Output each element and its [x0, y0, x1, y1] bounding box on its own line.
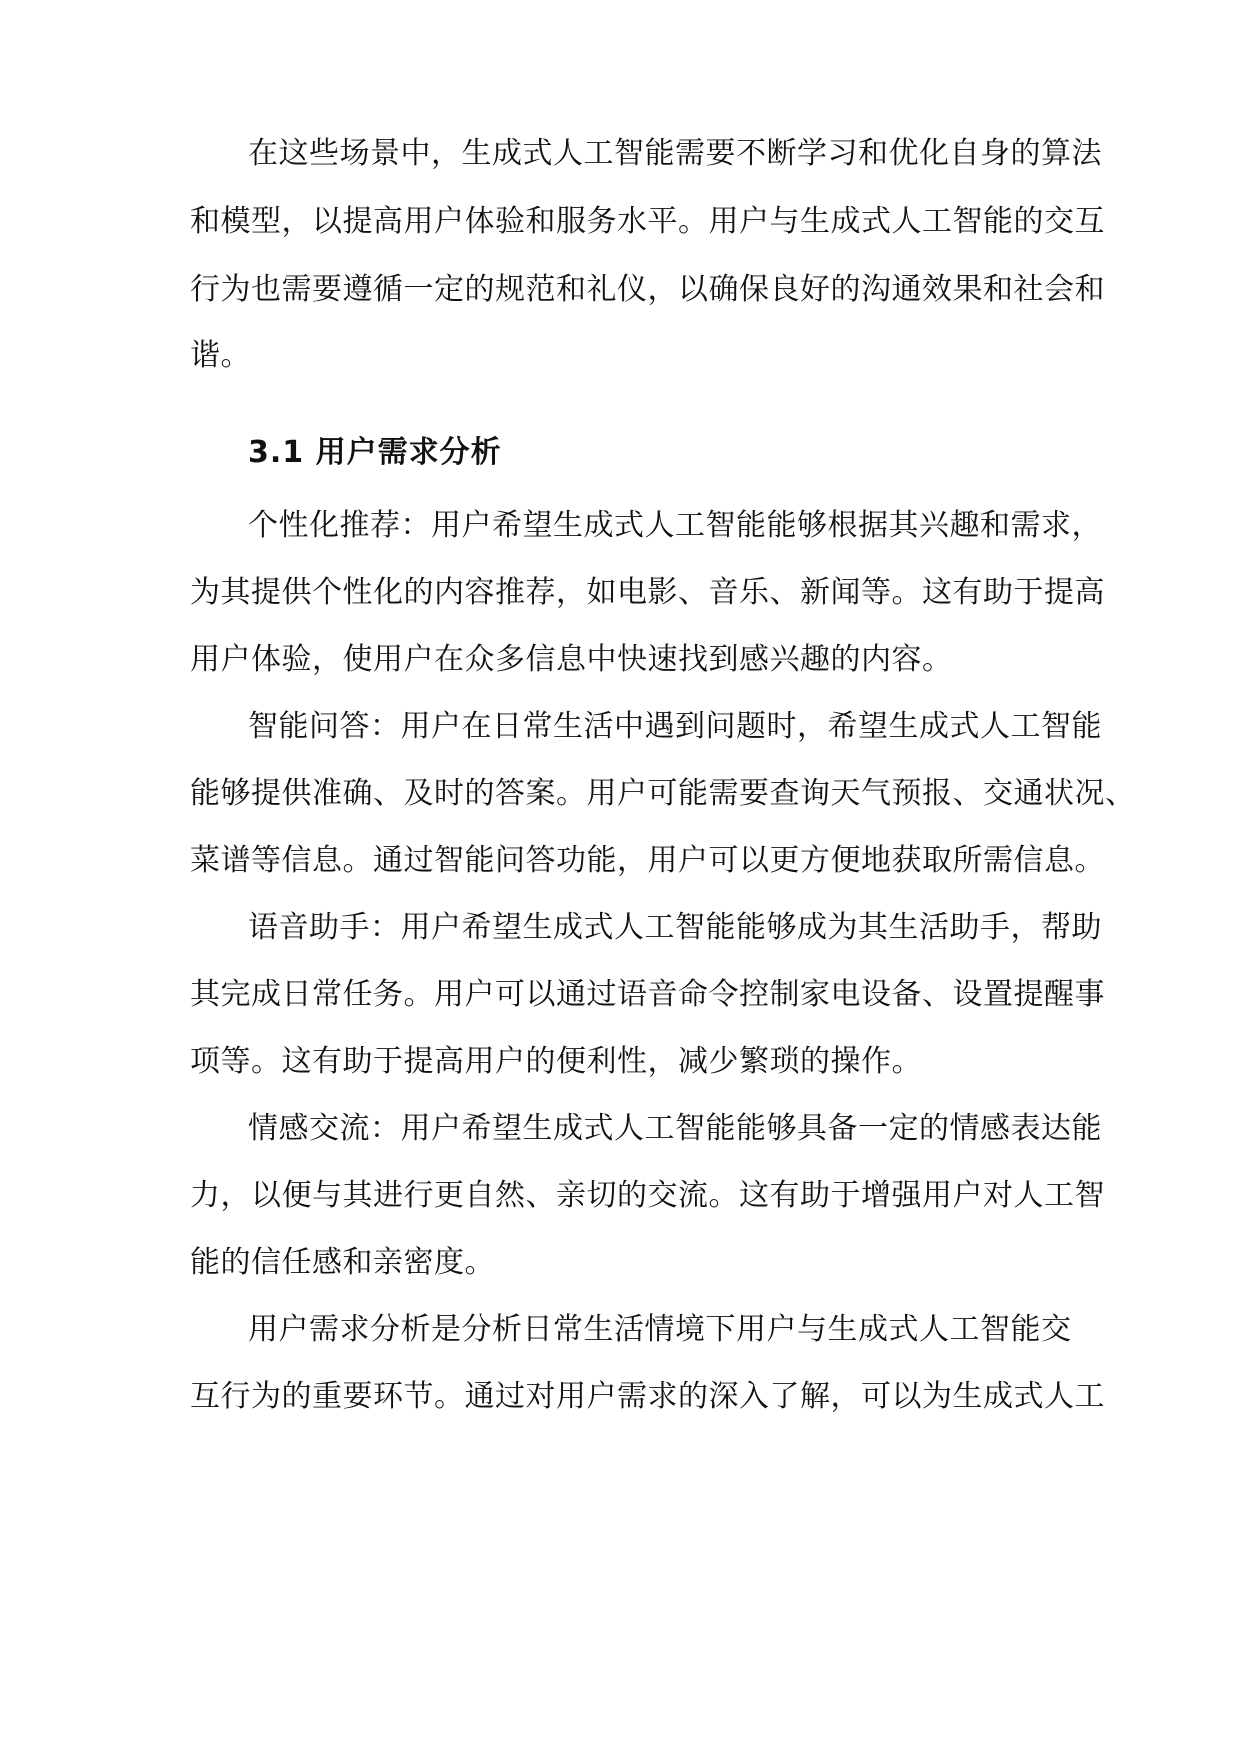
- intro-line-3: 行为也需要遵循一定的规范和礼仪，以确保良好的沟通效果和社会和: [190, 272, 1105, 307]
- item-personalized-line-3: 用户体验，使用户在众多信息中快速找到感兴趣的内容。: [190, 642, 953, 677]
- intro-line-4: 谐。: [190, 338, 251, 373]
- section-heading: 3.1 用户需求分析: [248, 435, 502, 470]
- item-voice-line-3: 项等。这有助于提高用户的便利性，减少繁琐的操作。: [190, 1044, 922, 1079]
- item-personalized-line-2: 为其提供个性化的内容推荐，如电影、音乐、新闻等。这有助于提高: [190, 575, 1105, 610]
- summary-line-2: 互行为的重要环节。通过对用户需求的深入了解，可以为生成式人工: [190, 1379, 1105, 1414]
- item-qa-line-1: 智能问答：用户在日常生活中遇到问题时，希望生成式人工智能: [248, 709, 1102, 744]
- item-voice-line-2: 其完成日常任务。用户可以通过语音命令控制家电设备、设置提醒事: [190, 977, 1105, 1012]
- item-emotion-line-3: 能的信任感和亲密度。: [190, 1245, 495, 1280]
- item-qa-line-3: 菜谱等信息。通过智能问答功能，用户可以更方便地获取所需信息。: [190, 843, 1105, 878]
- item-voice-line-1: 语音助手：用户希望生成式人工智能能够成为其生活助手，帮助: [248, 910, 1102, 945]
- item-emotion-line-1: 情感交流：用户希望生成式人工智能能够具备一定的情感表达能: [248, 1111, 1102, 1146]
- item-qa-line-2: 能够提供准确、及时的答案。用户可能需要查询天气预报、交通状况、: [190, 776, 1136, 811]
- intro-line-1: 在这些场景中，生成式人工智能需要不断学习和优化自身的算法: [248, 136, 1102, 171]
- item-emotion-line-2: 力，以便与其进行更自然、亲切的交流。这有助于增强用户对人工智: [190, 1178, 1105, 1213]
- intro-line-2: 和模型，以提高用户体验和服务水平。用户与生成式人工智能的交互: [190, 204, 1105, 239]
- summary-line-1: 用户需求分析是分析日常生活情境下用户与生成式人工智能交: [248, 1312, 1072, 1347]
- item-personalized-line-1: 个性化推荐：用户希望生成式人工智能能够根据其兴趣和需求，: [248, 508, 1102, 543]
